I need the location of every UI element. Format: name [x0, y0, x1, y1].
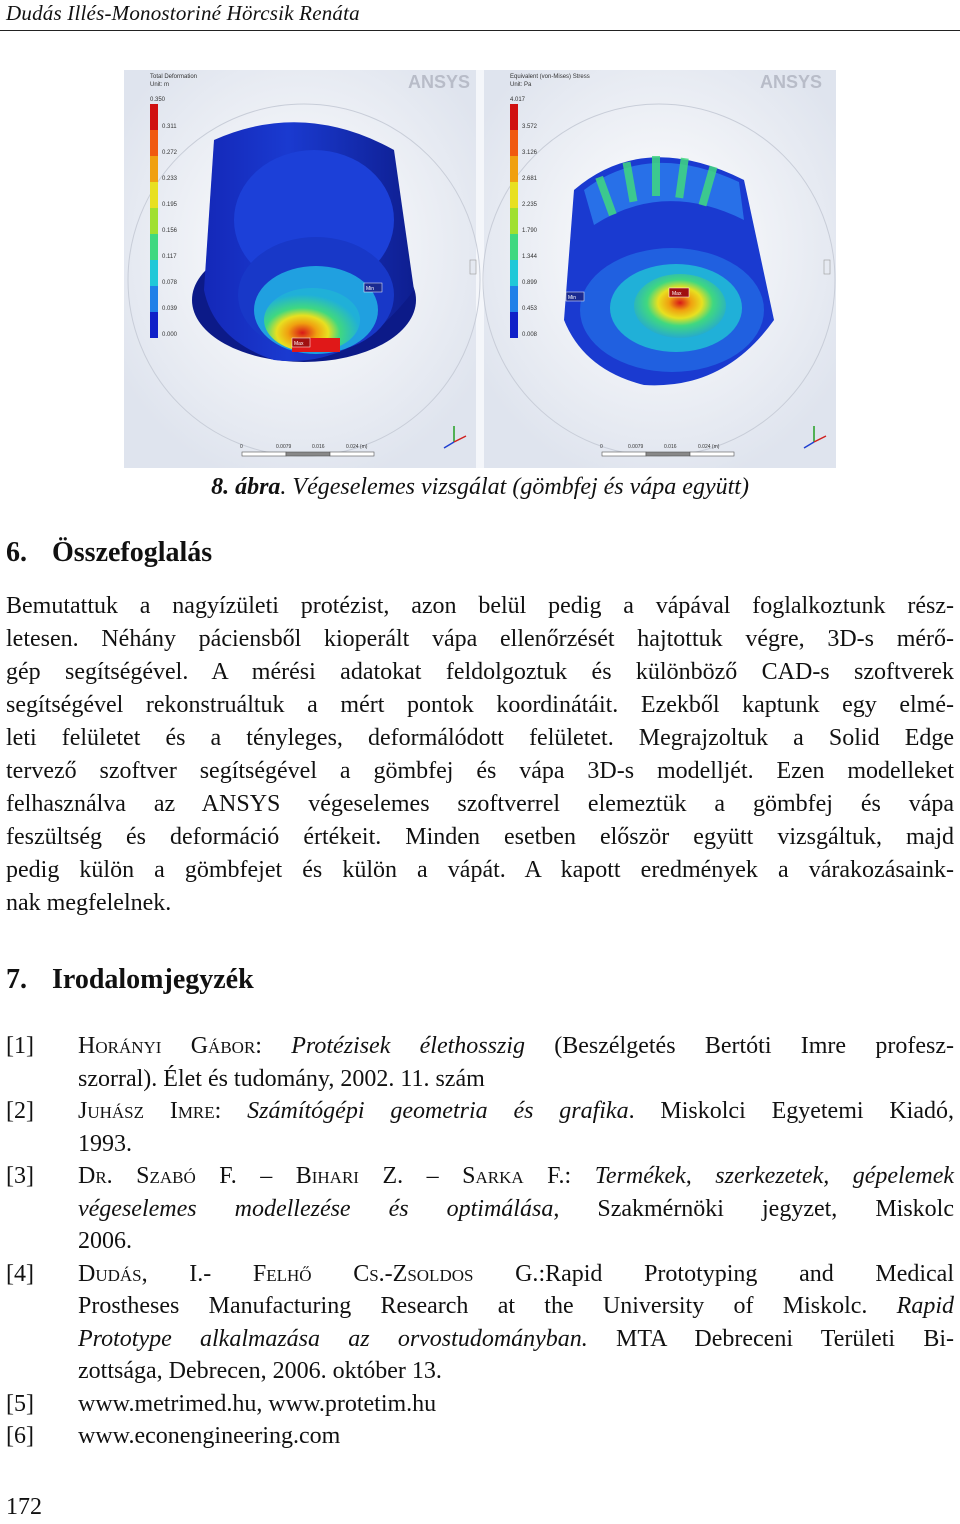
left-scale-0: 0	[240, 444, 243, 450]
right-title-2: Unit: Pa	[510, 82, 532, 88]
left-cup-model	[192, 122, 416, 362]
legend-value: 1.790	[522, 228, 538, 234]
legend-swatch	[510, 104, 518, 130]
reference-number: [2]	[6, 1098, 34, 1124]
legend-value: 0.899	[522, 280, 538, 286]
reference-author: Horányi Gábor	[78, 1033, 256, 1059]
legend-value: 0.195	[162, 202, 178, 208]
legend-value: 0.233	[162, 176, 178, 182]
left-top-value: 0.350	[150, 97, 166, 103]
legend-swatch	[150, 130, 158, 156]
right-title-1: Equivalent (von-Mises) Stress	[510, 74, 590, 80]
section-heading-6	[6, 537, 212, 569]
right-scale-1: 0.0079	[628, 444, 644, 450]
legend-swatch	[150, 104, 158, 130]
left-scale-1: 0.0079	[276, 444, 292, 450]
reference-number: [1]	[6, 1033, 34, 1059]
right-cup-model	[564, 156, 774, 385]
left-max-tag: Max	[294, 341, 304, 347]
legend-swatch	[510, 130, 518, 156]
running-header	[0, 0, 960, 31]
section-title: Irodalomjegyzék	[52, 964, 254, 995]
right-scale-bar	[602, 452, 734, 456]
figure-label: 8. ábra	[211, 474, 281, 500]
right-ansys-logo: ANSYS	[760, 72, 823, 92]
legend-value: 0.039	[162, 306, 178, 312]
reference-link: www.metrimed.hu, www.protetim.hu	[78, 1390, 437, 1417]
reference-item: [2] Juhász Imre: Számítógépi geometria és grafika. Miskolci Egyetemi Kiadó, 1993.	[6, 1095, 954, 1160]
left-min-tag: Min	[366, 286, 375, 292]
legend-value: 1.344	[522, 254, 538, 260]
paragraph-line: Bemutattuk a nagyízületi protézist, azon belül pedig a vápával foglalkoztunk rész-	[6, 593, 954, 619]
left-scale-bar	[242, 452, 374, 456]
legend-swatch	[510, 156, 518, 182]
reference-author: Dr. Szabó F. – Bihari Z. – Sarka F.	[78, 1163, 565, 1189]
legend-swatch	[150, 182, 158, 208]
legend-value: 0.078	[162, 280, 178, 286]
reference-number: [5]	[6, 1390, 34, 1417]
right-scale-2: 0.016	[664, 444, 677, 450]
reference-title: Protézisek élethosszig	[291, 1033, 525, 1059]
legend-value: 2.681	[522, 176, 538, 182]
left-scale-3: 0.024 (m)	[346, 444, 368, 450]
paragraph-line: letesen. Néhány páciensből kioperált vápa ellenőrzését hajtottuk végre, 3D-s mérő-	[6, 626, 954, 652]
legend-swatch	[510, 286, 518, 312]
paragraph-line: tervező szoftver segítségével a gömbfej és vápa 3D-s modelljét. Ezen modelleket	[6, 758, 954, 784]
fea-figure	[124, 70, 836, 468]
section-heading-7	[6, 964, 254, 996]
reference-number: [3]	[6, 1163, 34, 1189]
reference-item: [1] Horányi Gábor: Protézisek élethosszig (Beszélgetés Bertóti Imre profesz- szorral). Élet és tudomány, 2002. 11. szám	[6, 1030, 954, 1095]
reference-link: www.econengineering.com	[78, 1423, 341, 1449]
paragraph-line: felhasználva az ANSYS végeselemes szoftverrel elemeztük a gömbfej és vápa	[6, 791, 954, 817]
legend-swatch	[150, 208, 158, 234]
reference-item: [3] Dr. Szabó F. – Bihari Z. – Sarka F.: Termékek, szerkezetek, gépelemek végeselemes modellezése és optimálása, Szakmérnöki jegyzet, Miskolc 2006.	[6, 1160, 954, 1258]
legend-swatch	[150, 156, 158, 182]
legend-value: 0.272	[162, 150, 178, 156]
legend-swatch	[510, 208, 518, 234]
section-title: Összefoglalás	[52, 537, 213, 568]
paragraph-line: feszültség és deformáció értékeit. Minden esetben először együtt vizsgáltuk, majd	[6, 824, 954, 850]
legend-value: 3.572	[522, 124, 538, 130]
paragraph-line: leti felületet és a tényleges, deformálódott felületet. Megrajzoltuk a Solid Edge	[6, 725, 954, 751]
reference-item	[6, 1420, 954, 1453]
legend-value: 0.008	[522, 332, 538, 338]
legend-value: 0.000	[162, 332, 178, 338]
paragraph-line: nak megfelelnek.	[6, 890, 172, 916]
right-scale-0: 0	[600, 444, 603, 450]
legend-swatch	[150, 312, 158, 338]
legend-swatch	[510, 182, 518, 208]
legend-value: 0.453	[522, 306, 538, 312]
right-max-tag: Max	[672, 291, 682, 297]
reference-item: [4] Dudás, I.- Felhő Cs.-Zsoldos G.:Rapid Prototyping and Medical Prostheses Manufacturing Research at the University of Miskolc. Rapid Prototype alkalmazása az orvostudományban. MTA Debreceni Területi Bi- zottsága, Debrecen, 2006. október 13.	[6, 1258, 954, 1388]
paragraph-line: segítségével rekonstruáltuk a mért pontok koordinátáit. Ezekből kaptunk egy elmé-	[6, 692, 954, 718]
summary-paragraph	[6, 590, 954, 920]
figure-caption	[0, 474, 960, 501]
page-number: 172	[6, 1494, 42, 1520]
left-ansys-logo: ANSYS	[408, 72, 471, 92]
legend-swatch	[150, 286, 158, 312]
legend-swatch	[510, 312, 518, 338]
legend-value: 3.126	[522, 150, 538, 156]
legend-swatch	[150, 234, 158, 260]
figure-caption-text: . Végeselemes vizsgálat (gömbfej és vápa együtt)	[280, 474, 749, 500]
reference-title: Számítógépi geometria és grafika	[247, 1098, 629, 1124]
reference-number: [4]	[6, 1260, 34, 1287]
paragraph-line: pedig külön a gömbfejet és külön a vápát. A kapott eredmények a várakozásaink-	[6, 857, 954, 883]
running-title: Dudás Illés-Monostoriné Hörcsik Renáta	[6, 1, 360, 25]
right-scale-3: 0.024 (m)	[698, 444, 720, 450]
legend-value: 0.156	[162, 228, 178, 234]
legend-swatch	[150, 260, 158, 286]
reference-author: Dudás, I.- Felhő Cs.-Zsoldos G.	[78, 1260, 539, 1287]
left-title-2: Unit: m	[150, 82, 170, 88]
section-number: 7.	[6, 964, 27, 995]
legend-value: 0.311	[162, 124, 177, 130]
legend-value: 0.117	[162, 254, 177, 260]
left-title-1: Total Deformation	[150, 74, 198, 80]
legend-swatch	[510, 260, 518, 286]
paragraph-line: gép segítségével. A mérési adatokat feldolgoztuk és különböző CAD-s szoftverek	[6, 659, 954, 685]
legend-value: 2.235	[522, 202, 538, 208]
reference-list	[6, 1030, 954, 1453]
reference-author: Juhász Imre	[78, 1098, 215, 1124]
legend-swatch	[510, 234, 518, 260]
section-number: 6.	[6, 537, 27, 568]
reference-title: Termékek, szerkezetek, gépelemek	[594, 1163, 954, 1189]
right-min-tag: Min	[568, 295, 577, 301]
left-scale-2: 0.016	[312, 444, 325, 450]
right-top-value: 4.017	[510, 97, 526, 103]
reference-item	[6, 1388, 954, 1421]
reference-number: [6]	[6, 1423, 34, 1449]
